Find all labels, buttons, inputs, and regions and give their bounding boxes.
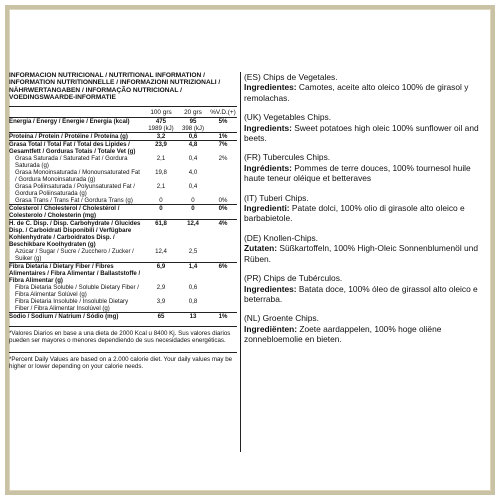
value-100g: 3,9 <box>156 297 166 305</box>
value-100g: 0 <box>159 196 163 204</box>
ingredients-block <box>244 152 484 183</box>
col-header-100g: 100 grs <box>150 108 172 116</box>
nutrition-row <box>9 248 237 263</box>
value-100g: 3,2 <box>145 132 177 140</box>
product-name: (IT) Tuberi Chips. <box>244 192 309 203</box>
value-dv: 1% <box>209 132 237 140</box>
value-dv: 1% <box>209 312 237 320</box>
value-20g: 4,0 <box>188 168 198 176</box>
ingredients-panel <box>244 72 484 452</box>
ingredients-text: Camotes, aceite alto oleico 100% de girasol y remolachas. <box>244 82 469 103</box>
value-20g: 0,8 <box>188 297 198 305</box>
product-name: (FR) Tubercules Chips. <box>244 152 331 163</box>
nutrition-row <box>9 125 237 133</box>
value-20g: 4,8 <box>177 140 209 155</box>
value-20g: 0 <box>177 204 209 219</box>
value-20g: 12,4 <box>177 219 209 248</box>
daily-value-note-es: *Valores Diarios en base a una dieta de 2000 Kcal u 8400 Kj. Sus valores diarios pueden ser mayores o menores dependiendo de sus necesidades energéticas. <box>9 326 237 344</box>
value-dv: 0% <box>218 196 228 204</box>
daily-value-note-en: *Percent Daily Values are based on a 2.000 calorie diet. Your daily values may be higher or lower depending on your calorie needs. <box>9 352 237 370</box>
value-20g: 0,4 <box>188 182 198 190</box>
panel-divider <box>240 72 241 452</box>
value-dv <box>209 298 237 313</box>
value-dv: 2% <box>218 154 228 162</box>
nutrition-row <box>9 284 237 298</box>
col-header-20g: 20 grs <box>184 108 202 116</box>
nutrient-label: Grasa Saturada / Saturated Fat / Gordura Saturada (g) <box>15 154 128 169</box>
nutrition-row <box>9 155 237 169</box>
value-20g: 0,6 <box>188 283 198 291</box>
ingredients-text: Batata doce, 100% óleo de girassol alto oleico e beterraba. <box>244 283 478 304</box>
product-name: (DE) Knollen-Chips. <box>244 232 319 243</box>
value-20g: 2,5 <box>188 247 198 255</box>
ingredients-text: Pommes de terre douces, 100% tournesol huile haute teneur oléique et betteraves <box>244 162 471 184</box>
value-20g: 0,4 <box>188 154 198 162</box>
nutrient-label: Proteína / Protein / Protéine / Proteína (g) <box>9 132 145 140</box>
ingredients-block <box>244 112 484 143</box>
value-100g: 6,9 <box>145 262 177 284</box>
value-dv <box>209 183 237 197</box>
product-name: (UK) Vegetables Chips. <box>244 112 332 123</box>
ingredients-block <box>244 273 484 304</box>
nutrition-row <box>9 183 237 197</box>
col-header-dv: %V.D.(+) <box>210 108 236 116</box>
nutrient-label: Grasa Monoinsaturada / Monounsaturated Fat / Gordura Monoinsaturada (g) <box>15 168 140 183</box>
value-20g: 0 <box>191 196 195 204</box>
value-dv: 7% <box>209 140 237 155</box>
nutrition-row <box>9 117 237 125</box>
value-dv <box>209 248 237 263</box>
ingredients-text: Patate dolci, 100% olio di girasole alto oleico e barbabietole. <box>244 203 465 224</box>
ingredients-label: Ingredientes: <box>244 82 297 93</box>
value-100g: 2,1 <box>156 154 166 162</box>
ingredients-block <box>244 313 484 344</box>
nutrition-panel <box>9 72 237 450</box>
nutrient-label: Fibra Dietaria / Dietary Fiber / Fibres Alimentaires / Fibra Alimentar / Ballaststoffe / Fibra Alimentar (g) <box>9 262 145 284</box>
value-dv: 6% <box>209 262 237 284</box>
ingredients-label: Ingrediënten: <box>244 323 298 334</box>
ingredients-block <box>244 193 484 224</box>
nutrition-row <box>9 312 237 320</box>
value-100g: 2,9 <box>156 283 166 291</box>
nutrient-label: Grasa Total / Total Fat / Total des Lipides / Gesamtfett / Gorduras Totais / Totale Vet (g) <box>9 140 145 155</box>
nutrition-row <box>9 197 237 205</box>
value-20g: 0,6 <box>177 132 209 140</box>
nutrient-label: Fibra Dietaria Soluble / Soluble Dietary Fiber / Fibra Alimentar Solúvel (g) <box>15 283 139 298</box>
value-dv: 4% <box>209 219 237 248</box>
nutrition-row <box>9 140 237 155</box>
nutrition-row <box>9 132 237 140</box>
ingredients-label: Ingredienti: <box>244 203 290 214</box>
value-dv: 0% <box>209 204 237 219</box>
ingredients-text: Sweet potatoes high oleic 100% sunflower oil and beets. <box>244 122 479 144</box>
value-100g: 2,1 <box>156 182 166 190</box>
nutrient-label: H. de C. Disp. / Disp. Carbohydrate / Glucides Disp. / Carboidrati Disponibili / Verfügbare Kohlenhydrate / Carboidratos Disp. / Beschikbare Koolhydraten (g) <box>9 219 145 248</box>
ingredients-label: Ingrédients: <box>244 162 292 173</box>
value-dv <box>209 284 237 298</box>
value-100g: 1989 (kJ) <box>148 124 174 132</box>
nutrition-row <box>9 169 237 183</box>
ingredients-label: Ingredients: <box>244 122 292 133</box>
product-name: (NL) Groente Chips. <box>244 313 319 324</box>
nutrient-label: Grasa Poliinsaturada / Polyunsaturated Fat / Gordura Poliinsaturada (g) <box>15 182 135 197</box>
ingredients-label: Zutaten: <box>244 243 278 254</box>
value-dv: 5% <box>209 117 237 125</box>
value-20g: 95 <box>177 117 209 125</box>
nutrient-label: Sodio / Sodium / Natrium / Sódio (mg) <box>9 312 145 320</box>
nutrition-table <box>9 117 237 320</box>
value-20g: 1,4 <box>177 262 209 284</box>
ingredients-block <box>244 233 484 264</box>
nutrition-column-headers <box>9 106 237 116</box>
value-20g: 398 (kJ) <box>181 124 204 132</box>
value-100g: 23,9 <box>145 140 177 155</box>
nutrition-row <box>9 219 237 248</box>
nutrient-label: Colesterol / Cholesterol / Cholestérol / Colesterolo / Cholesterin (mg) <box>9 204 145 219</box>
nutrition-row <box>9 262 237 284</box>
nutrition-title: INFORMACION NUTRICIONAL / NUTRITIONAL INFORMATION / INFORMATION NUTRITIONNELLE / INFORMAZIONI NUTRIZIONALI / NÄHRWERTANGABEN / INFORMAÇÃO NUTRICIONAL / VOEDINGSWAARDE-INFORMATIE <box>9 72 221 102</box>
value-dv <box>209 169 237 183</box>
value-100g: 0 <box>145 204 177 219</box>
value-100g: 12,4 <box>155 247 167 255</box>
ingredients-block <box>244 72 484 103</box>
nutrition-row <box>9 298 237 313</box>
nutrient-label: Energía / Energy / Énergie / Energia (kcal) <box>9 117 145 125</box>
nutrition-row <box>9 204 237 219</box>
ingredients-label: Ingredientes: <box>244 283 297 294</box>
value-100g: 61,8 <box>145 219 177 248</box>
value-100g: 475 <box>145 117 177 125</box>
ingredients-text: Süßkartoffeln, 100% High-Oleic Sonnenblumenöl und Rüben. <box>244 243 478 264</box>
value-100g: 65 <box>145 312 177 320</box>
nutrient-label: Fibra Dietaria Insoluble / Insoluble Dietary Fiber / Fibra Alimentar Insolúvel (g) <box>15 297 129 312</box>
value-100g: 19,8 <box>155 168 167 176</box>
nutrient-label: Azúcar / Sugar / Sucre / Zucchero / Zucker / Suiker (g) <box>15 247 134 262</box>
ingredients-text: Zoete aardappelen, 100% hoge oliëne zonnebloemolie en bieten. <box>244 323 442 345</box>
product-name: (ES) Chips de Vegetales. <box>244 72 338 82</box>
value-20g: 13 <box>177 312 209 320</box>
nutrient-label <box>9 125 145 133</box>
value-dv <box>209 125 237 133</box>
product-name: (PR) Chips de Tubérculos. <box>244 273 343 284</box>
nutrient-label: Grasa Trans / Trans Fat / Gordura Trans (g) <box>15 196 133 204</box>
